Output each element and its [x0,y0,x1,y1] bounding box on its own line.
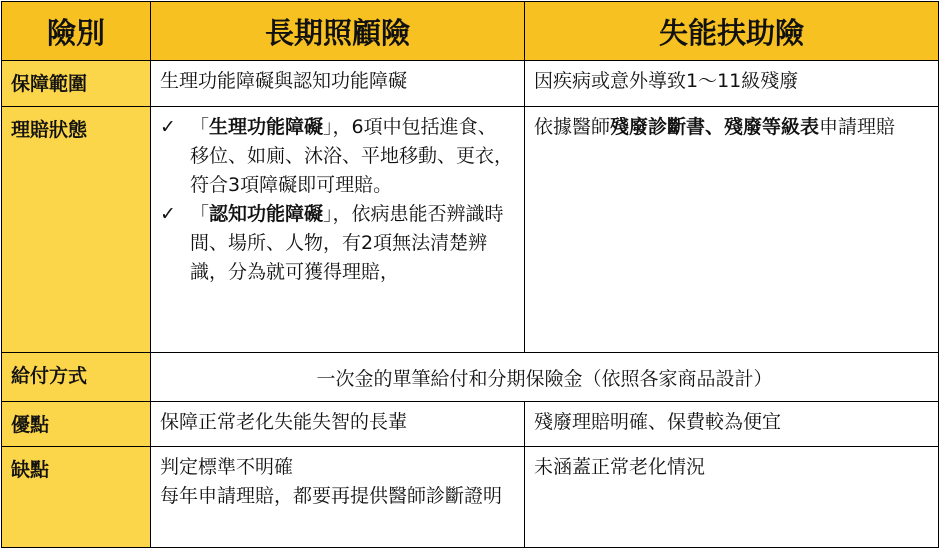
comparison-table [1,1,939,548]
checkmark-icon: ✓ [160,116,176,138]
checkmark-icon: ✓ [160,203,176,225]
coverage-disability: 因疾病或意外導致1～11級殘廢 [525,61,939,107]
claim-physical-term: 生理功能障礙 [209,116,324,138]
claims-long-term-care [151,107,525,353]
claims-disability [525,107,939,353]
claims-disability-pre: 依據醫師 [534,116,611,138]
claim-physical-open: 「 [190,116,210,138]
claim-item-cognitive [160,200,514,287]
row-label-pros: 優點 [2,402,151,447]
row-label-payment: 給付方式 [2,353,151,402]
claim-cognitive-open: 「 [190,203,210,225]
cons-disability: 未涵蓋正常老化情況 [525,447,939,548]
pros-disability: 殘廢理賠明確、保費較為便宜 [525,402,939,447]
claims-disability-post: 申請理賠 [819,116,896,138]
header-disability: 失能扶助險 [525,2,939,61]
row-label-claims: 理賠狀態 [2,107,151,353]
claim-cognitive-text: 」，依病患能否辨識時間、場所、人物，有2項無法清楚辨識，分為就可獲得理賠， [190,203,504,283]
claim-physical-text: 」，6項中包括進食、移位、如廁、沐浴、平地移動、更衣，符合3項障礙即可理賠。 [190,116,514,196]
row-label-cons: 缺點 [2,447,151,548]
header-long-term-care: 長期照顧險 [151,2,525,61]
claim-cognitive-term: 認知功能障礙 [209,203,324,225]
claim-item-physical [160,113,514,200]
coverage-long-term-care: 生理功能障礙與認知功能障礙 [151,61,525,107]
row-label-coverage: 保障範圍 [2,61,151,107]
pros-long-term-care: 保障正常老化失能失智的長輩 [151,402,525,447]
cons-long-term-care [151,447,525,548]
header-insurance-type: 險別 [2,2,151,61]
cons-ltc-line1: 判定標準不明確 [160,456,294,478]
cons-ltc-line2: 每年申請理賠，都要再提供醫師診斷證明 [160,485,503,507]
payment-method: 一次金的單筆給付和分期保險金（依照各家商品設計） [151,353,939,402]
claims-disability-docs: 殘廢診斷書、殘廢等級表 [610,116,820,138]
